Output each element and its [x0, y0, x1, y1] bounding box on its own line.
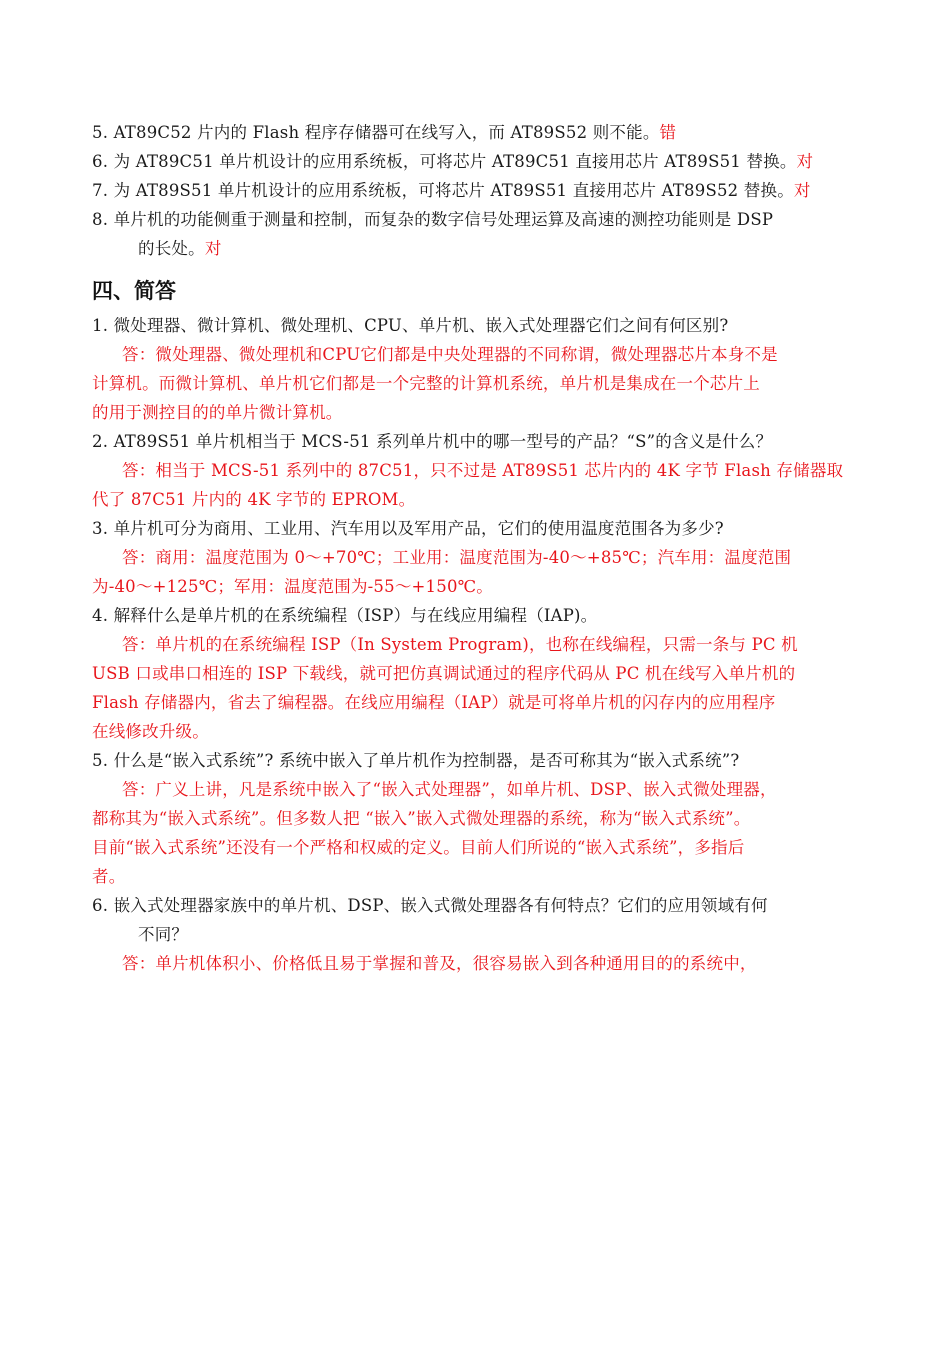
answer-4-line-3: Flash 存储器内，省去了编程器。在线应用编程（IAP）就是可将单片机的闪存内的应用程序 [92, 693, 776, 712]
tf-answer: 对 [793, 181, 811, 200]
question-3: 3. 单片机可分为商用、工业用、汽车用以及军用产品，它们的使用温度范围各为多少? [92, 519, 724, 538]
question-1: 1. 微处理器、微计算机、微处理机、CPU、单片机、嵌入式处理器它们之间有何区别? [92, 316, 729, 335]
tf-item-5 [92, 118, 867, 147]
section-heading: 四、简答 [92, 279, 176, 303]
question-2: 2. AT89S51 单片机相当于 MCS-51 系列单片机中的哪一型号的产品？“S”的含义是什么？ [92, 432, 773, 451]
answer-6-line-1: 答：单片机体积小、价格低且易于掌握和普及，很容易嵌入到各种通用目的的系统中， [122, 954, 757, 973]
tf-question-cont: 的长处。 [138, 239, 205, 258]
answer-1-line-2: 计算机。而微计算机、单片机它们都是一个完整的计算机系统，单片机是集成在一个芯片上 [92, 374, 760, 393]
answer-3-line-1: 答：商用：温度范围为 0～+70℃；工业用：温度范围为-40～+85℃；汽车用：温度范围 [122, 548, 792, 567]
answer-1-line-1: 答：微处理器、微处理机和CPU它们都是中央处理器的不同称谓，微处理器芯片本身不是 [122, 345, 778, 364]
question-6-cont: 不同？ [138, 925, 189, 944]
tf-question: 6. 为 AT89C51 单片机设计的应用系统板，可将芯片 AT89C51 直接用芯片 AT89S51 替换。 [92, 152, 797, 171]
answer-2-line-2: 代了 87C51 片内的 4K 字节的 EPROM。 [92, 490, 416, 509]
question-6: 6. 嵌入式处理器家族中的单片机、DSP、嵌入式微处理器各有何特点？它们的应用领域有何 [92, 896, 768, 915]
tf-answer: 错 [659, 123, 677, 142]
answer-5-line-3: 目前“嵌入式系统”还没有一个严格和权威的定义。目前人们所说的“嵌入式系统”，多指后 [92, 838, 745, 857]
document-page [92, 118, 867, 978]
tf-question: 8. 单片机的功能侧重于测量和控制，而复杂的数字信号处理运算及高速的测控功能则是 DSP [92, 210, 774, 229]
answer-4-line-1: 答：单片机的在系统编程 ISP（In System Program)，也称在线编程，只需一条与 PC 机 [122, 635, 798, 654]
tf-item-6 [92, 147, 867, 176]
tf-answer: 对 [204, 239, 222, 258]
tf-question: 5. AT89C52 片内的 Flash 程序存储器可在线写入，而 AT89S52 则不能。 [92, 123, 660, 142]
tf-question: 7. 为 AT89S51 单片机设计的应用系统板，可将芯片 AT89S51 直接用芯片 AT89S52 替换。 [92, 181, 794, 200]
tf-answer: 对 [796, 152, 814, 171]
answer-4-line-2: USB 口或串口相连的 ISP 下载线，就可把仿真调试通过的程序代码从 PC 机在线写入单片机的 [92, 664, 796, 683]
answer-5-line-2: 都称其为“嵌入式系统”。但多数人把 “嵌入”嵌入式微处理器的系统，称为“嵌入式系统”。 [92, 809, 751, 828]
answer-1-line-3: 的用于测控目的的单片微计算机。 [92, 403, 343, 422]
answer-3-line-2: 为-40～+125℃；军用：温度范围为-55～+150℃。 [92, 577, 493, 596]
answer-4-line-4: 在线修改升级。 [92, 722, 209, 741]
tf-item-7 [92, 176, 867, 205]
answer-5-line-1: 答：广义上讲，凡是系统中嵌入了“嵌入式处理器”，如单片机、DSP、嵌入式微处理器， [122, 780, 777, 799]
answer-5-line-4: 者。 [92, 867, 126, 886]
tf-item-8-cont [92, 234, 867, 263]
answer-2-line-1: 答：相当于 MCS-51 系列中的 87C51，只不过是 AT89S51 芯片内的 4K 字节 Flash 存储器取 [122, 461, 844, 480]
tf-item-8 [92, 205, 867, 234]
question-4: 4. 解释什么是单片机的在系统编程（ISP）与在线应用编程（IAP)。 [92, 606, 598, 625]
question-5: 5. 什么是“嵌入式系统”? 系统中嵌入了单片机作为控制器，是否可称其为“嵌入式系统”? [92, 751, 740, 770]
